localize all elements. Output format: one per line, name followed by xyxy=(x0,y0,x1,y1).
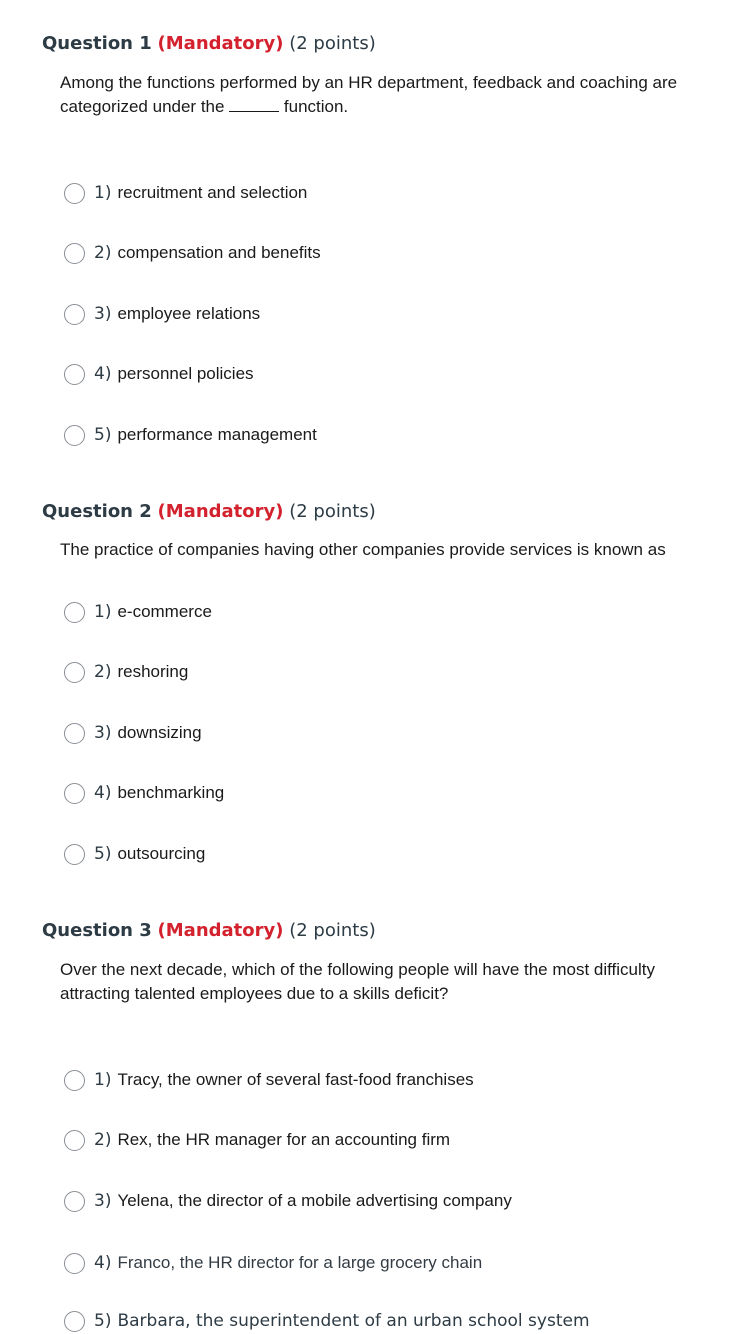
points-label: (2 points) xyxy=(289,501,376,522)
question-2-text: The practice of companies having other companies provide services is known as xyxy=(60,540,666,559)
radio-button[interactable] xyxy=(64,783,85,804)
radio-button[interactable] xyxy=(64,183,85,204)
radio-button[interactable] xyxy=(64,243,85,264)
radio-button[interactable] xyxy=(64,662,85,683)
question-text-part: Among the functions performed by an HR department, feedback and coaching are categorized under the xyxy=(60,73,678,116)
option-label: Barbara, the superintendent of an urban school system xyxy=(117,1311,590,1331)
radio-button[interactable] xyxy=(64,1191,85,1212)
question-1-header xyxy=(42,32,376,56)
question-1-option-5[interactable] xyxy=(64,422,317,448)
question-1-option-2[interactable] xyxy=(64,240,321,266)
mandatory-label: (Mandatory) xyxy=(157,920,284,941)
question-number: Question 1 xyxy=(42,33,152,54)
mandatory-label: (Mandatory) xyxy=(157,33,284,54)
option-label: employee relations xyxy=(117,304,261,323)
option-label: Franco, the HR director for a large grocery chain xyxy=(117,1253,483,1272)
option-number: 1) xyxy=(94,183,112,203)
question-text-part: function. xyxy=(279,97,349,116)
option-number: 5) xyxy=(94,844,112,864)
option-label: Yelena, the director of a mobile advertising company xyxy=(117,1191,512,1210)
points-label: (2 points) xyxy=(289,33,376,54)
option-number: 2) xyxy=(94,662,112,682)
option-number: 2) xyxy=(94,1130,112,1150)
option-number: 4) xyxy=(94,364,112,384)
option-label: benchmarking xyxy=(117,783,225,802)
option-label: reshoring xyxy=(117,662,189,681)
points-label: (2 points) xyxy=(289,920,376,941)
option-number: 2) xyxy=(94,243,112,263)
radio-button[interactable] xyxy=(64,1253,85,1274)
option-label: downsizing xyxy=(117,723,202,742)
question-number: Question 3 xyxy=(42,920,152,941)
option-label: Tracy, the owner of several fast-food franchises xyxy=(117,1070,474,1089)
question-3-option-4[interactable] xyxy=(64,1250,482,1276)
option-label: personnel policies xyxy=(117,364,254,383)
option-label: Rex, the HR manager for an accounting firm xyxy=(117,1130,451,1149)
option-label: e-commerce xyxy=(117,602,212,621)
radio-button[interactable] xyxy=(64,425,85,446)
fill-in-blank xyxy=(229,97,279,112)
option-label: compensation and benefits xyxy=(117,243,321,262)
option-number: 3) xyxy=(94,1191,112,1211)
question-2-option-3[interactable] xyxy=(64,720,202,746)
mandatory-label: (Mandatory) xyxy=(157,501,284,522)
question-1-option-1[interactable] xyxy=(64,180,307,206)
option-number: 3) xyxy=(94,304,112,324)
radio-button[interactable] xyxy=(64,723,85,744)
option-number: 4) xyxy=(94,783,112,803)
option-number: 5) xyxy=(94,1311,112,1331)
question-3-header xyxy=(42,919,376,943)
radio-button[interactable] xyxy=(64,602,85,623)
question-2-option-5[interactable] xyxy=(64,841,205,867)
question-2-header xyxy=(42,500,376,524)
question-2-option-4[interactable] xyxy=(64,780,224,806)
question-1-option-4[interactable] xyxy=(64,361,254,387)
radio-button[interactable] xyxy=(64,1311,85,1332)
question-1-text xyxy=(60,71,740,119)
question-3-option-5[interactable] xyxy=(64,1308,590,1334)
radio-button[interactable] xyxy=(64,304,85,325)
option-label: outsourcing xyxy=(117,844,206,863)
radio-button[interactable] xyxy=(64,364,85,385)
option-label: performance management xyxy=(117,425,317,444)
question-2-option-1[interactable] xyxy=(64,599,212,625)
option-number: 5) xyxy=(94,425,112,445)
question-2-option-2[interactable] xyxy=(64,659,188,685)
question-3-option-3[interactable] xyxy=(64,1188,512,1214)
radio-button[interactable] xyxy=(64,1130,85,1151)
question-3-option-2[interactable] xyxy=(64,1127,450,1153)
radio-button[interactable] xyxy=(64,844,85,865)
option-label: recruitment and selection xyxy=(117,183,308,202)
option-number: 3) xyxy=(94,723,112,743)
question-3-text: Over the next decade, which of the following people will have the most difficulty attracting talented employees due to a skills deficit? xyxy=(60,960,656,1003)
question-3-option-1[interactable] xyxy=(64,1067,474,1093)
question-number: Question 2 xyxy=(42,501,152,522)
question-1-option-3[interactable] xyxy=(64,301,260,327)
radio-button[interactable] xyxy=(64,1070,85,1091)
option-number: 4) xyxy=(94,1253,112,1273)
option-number: 1) xyxy=(94,602,112,622)
option-number: 1) xyxy=(94,1070,112,1090)
